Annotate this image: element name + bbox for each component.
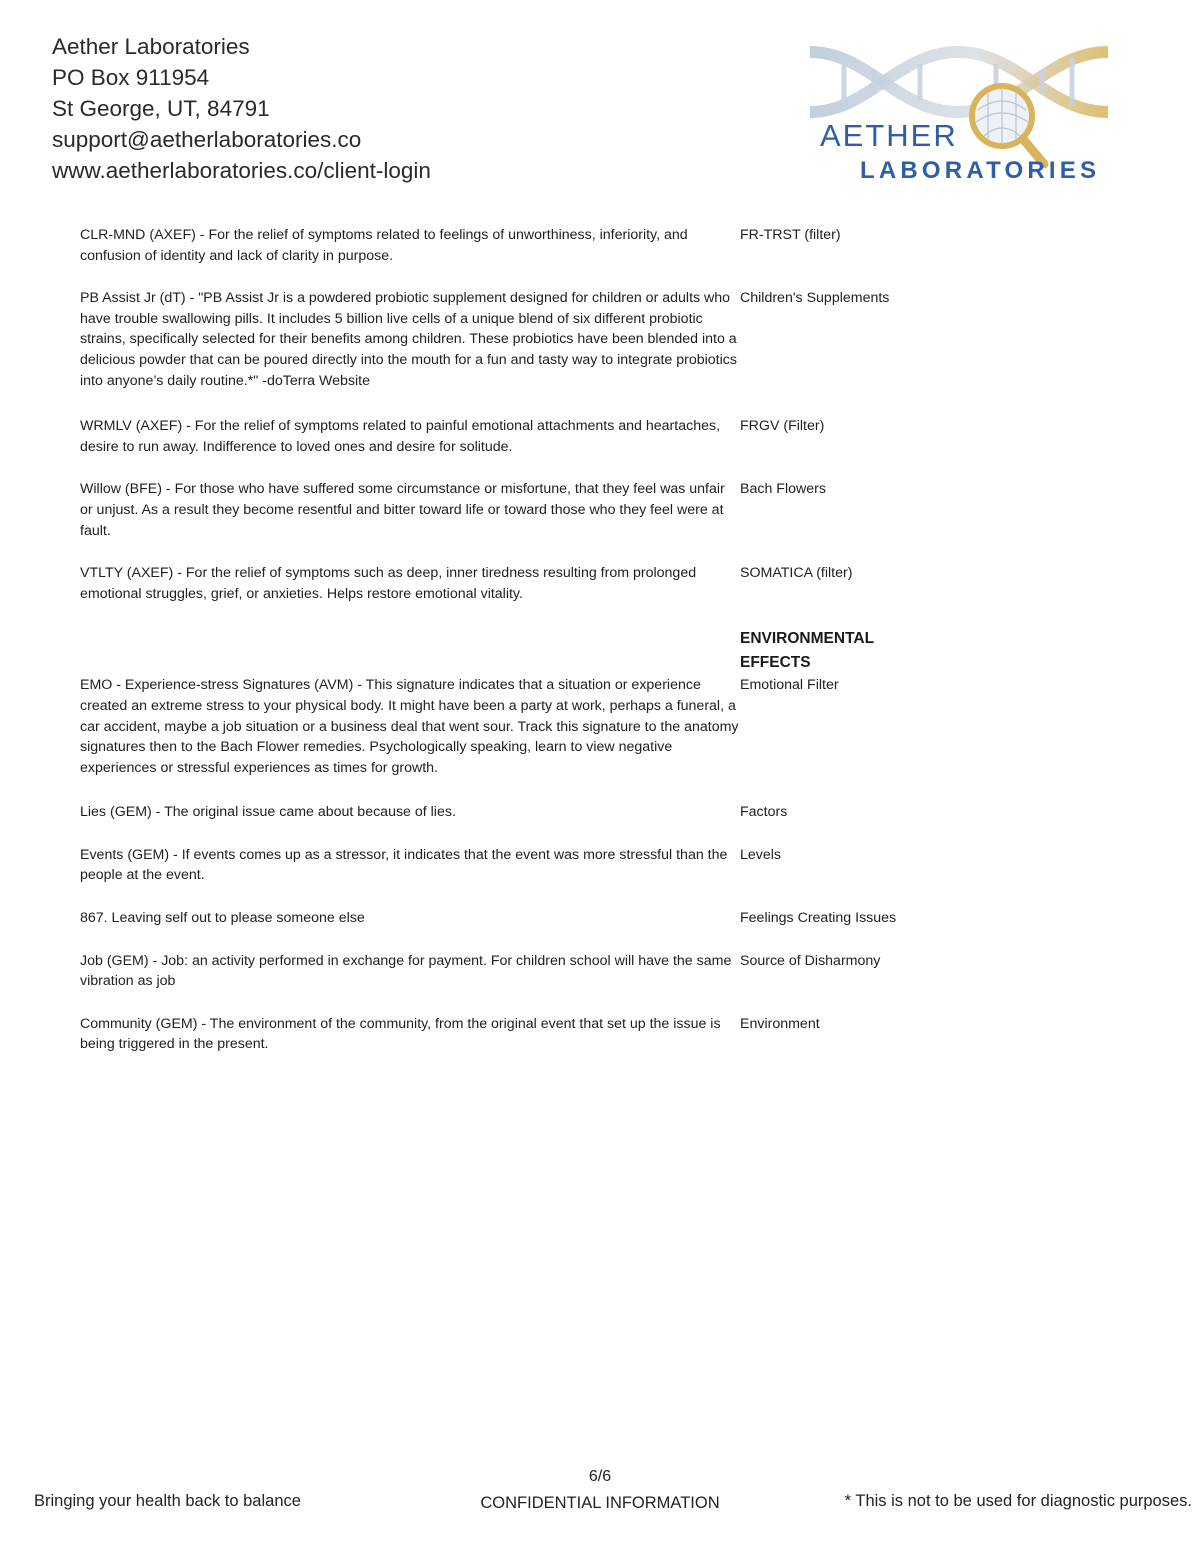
entry-description: Community (GEM) - The environment of the community, from the original event that set up the issue is being triggered in the present. xyxy=(80,1015,721,1053)
entry-row xyxy=(80,288,950,391)
entry-category: SOMATICA (filter) xyxy=(740,565,853,582)
entry-description: WRMLV (AXEF) - For the relief of symptoms related to painful emotional attachments and heartaches, desire to run away. Indifference to loved ones and desire for solitude. xyxy=(80,418,721,455)
page-footer xyxy=(0,1465,1200,1525)
entry-row xyxy=(80,908,950,929)
entry-row xyxy=(80,225,950,266)
entry-description: Willow (BFE) - For those who have suffered some circumstance or misfortune, that they feel was unfair or unjust. As a result they become resentful and bitter toward life or toward those who they feel were at fault. xyxy=(80,481,725,539)
entry-row xyxy=(80,563,950,604)
entry-category: Levels xyxy=(740,846,782,863)
confidential-notice: CONFIDENTIAL INFORMATION xyxy=(480,1494,720,1512)
entry-row xyxy=(80,951,950,992)
entry-description: Events (GEM) - If events comes up as a stressor, it indicates that the event was more stressful than the people at the event. xyxy=(80,846,728,884)
entry-category: FR-TRST (filter) xyxy=(740,227,841,243)
entry-category: Source of Disharmony xyxy=(740,952,881,969)
company-logo xyxy=(808,30,1108,188)
entry-row xyxy=(80,675,950,778)
entry-description: Job (GEM) - Job: an activity performed in exchange for payment. For children school will have the same vibration as job xyxy=(80,952,732,990)
support-email: support@aetherlaboratories.co xyxy=(52,127,362,152)
entry-description: VTLTY (AXEF) - For the relief of symptoms such as deep, inner tiredness resulting from prolonged emotional struggles, grief, or anxieties. Helps restore emotional vitality. xyxy=(80,565,697,602)
entry-category: Factors xyxy=(740,804,788,821)
entry-description: CLR-MND (AXEF) - For the relief of symptoms related to feelings of unworthiness, inferiority, and confusion of identity and lack of clarity in purpose. xyxy=(80,227,688,264)
diagnostic-disclaimer: * This is not to be used for diagnostic purposes. xyxy=(844,1492,1192,1510)
client-login-url: www.aetherlaboratories.co/client-login xyxy=(52,158,431,183)
entry-row xyxy=(80,802,950,823)
entry-category: Bach Flowers xyxy=(740,481,826,498)
city-state-zip: St George, UT, 84791 xyxy=(52,96,270,121)
entry-description: PB Assist Jr (dT) - "PB Assist Jr is a powdered probiotic supplement designed for children or adults who have trouble swallowing pills. It includes 5 billion live cells of a unique blend of six different probiotic strains, specifically selected for their benefits among children. These probiotics have been blended into a delicious powder that can be poured directly into the mouth for a fun and tasty way to integrate probiotics into anyone’s daily routine.*" -doTerra Website xyxy=(80,290,737,389)
entry-description: Lies (GEM) - The original issue came about because of lies. xyxy=(80,804,456,821)
company-address xyxy=(52,31,431,186)
footer-tagline: Bringing your health back to balance xyxy=(34,1492,301,1510)
entry-row xyxy=(80,479,950,541)
report-entries xyxy=(80,225,950,1055)
page-number: 6/6 xyxy=(588,1468,612,1485)
entry-category: Children's Supplements xyxy=(740,290,890,307)
entry-row xyxy=(80,416,950,457)
entry-description: EMO - Experience-stress Signatures (AVM) - This signature indicates that a situation or experience created an extreme stress to your physical body. It might have been a party at work, perhaps a funeral, a car accident, maybe a job situation or a business deal that went sour. Track this signature to the anatomy signatures then to the Bach Flower remedies. Psychologically speaking, learn to view negative experiences or stressful experiences as times for growth. xyxy=(80,677,739,776)
logo-wordmark-laboratories: LABORATORIES xyxy=(860,157,1101,184)
entry-row xyxy=(80,1014,950,1055)
section-heading: ENVIRONMENTAL EFFECTS xyxy=(740,630,874,672)
entry-category: Feelings Creating Issues xyxy=(740,910,897,927)
entry-category: Emotional Filter xyxy=(740,677,839,694)
entry-category: FRGV (Filter) xyxy=(740,418,825,435)
logo-wordmark-aether: AETHER xyxy=(820,118,958,153)
entry-category: Environment xyxy=(740,1015,820,1032)
entry-description: 867. Leaving self out to please someone else xyxy=(80,910,365,927)
entry-row xyxy=(80,845,950,886)
company-name: Aether Laboratories xyxy=(52,34,250,59)
po-box: PO Box 911954 xyxy=(52,65,210,90)
